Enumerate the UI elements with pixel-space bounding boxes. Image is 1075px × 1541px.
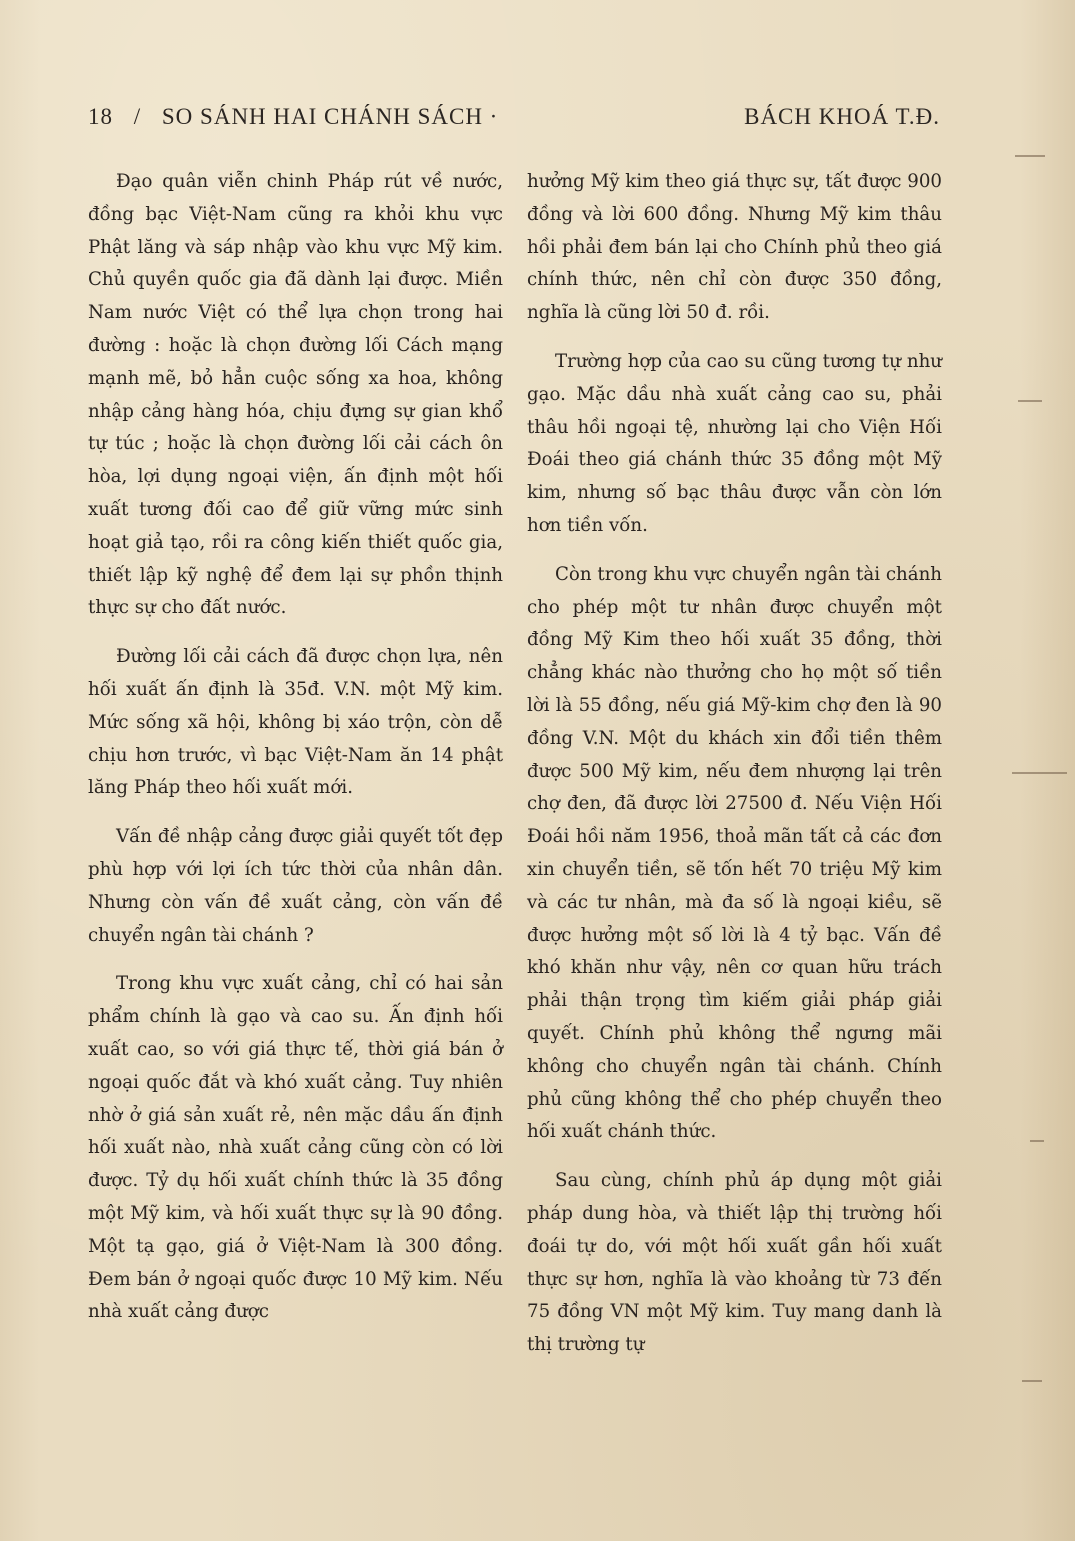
page-number: 18 (88, 104, 113, 129)
margin-mark (1015, 155, 1045, 157)
paragraph: Sau cùng, chính phủ áp dụng một giải pháp dung hòa, và thiết lập thị trường hối đoái tự do, với một hối xuất gần hối xuất thực sự hơn, nghĩa là vào khoảng từ 73 đến 75 đồng VN một Mỹ kim. Tuy mang danh là thị trường tự (527, 1170, 942, 1356)
margin-mark (1030, 1140, 1044, 1142)
paragraph: Đường lối cải cách đã được chọn lựa, nên hối xuất ấn định là 35đ. V.N. một Mỹ kim. Mức sống xã hội, không bị xáo trộn, còn dễ chịu hơn trước, vì bạc Việt-Nam ăn 14 phật lăng Pháp theo hối xuất mới. (88, 646, 503, 799)
margin-mark (1012, 772, 1067, 774)
paragraph: Đạo quân viễn chinh Pháp rút về nước, đồng bạc Việt-Nam cũng ra khỏi khu vực Phật lăng và sáp nhập vào khu vực Mỹ kim. Chủ quyền quốc gia đã dành lại được. Miền Nam nước Việt có thể lựa chọn trong hai đường : hoặc là chọn đường lối Cách mạng mạnh mẽ, bỏ hẳn cuộc sống xa hoa, không nhập cảng hàng hóa, chịu đựng sự gian khổ tự túc ; hoặc là chọn đường lối cải cách ôn hòa, lợi dụng ngoại viện, ấn định một hối xuất tương đối cao để giữ vững mức sinh hoạt giả tạo, rồi ra công kiến thiết quốc gia, thiết lập kỹ nghệ để đem lại sự phồn thịnh thực sự cho đất nước. (88, 171, 503, 619)
section-title: SO SÁNH HAI CHÁNH SÁCH · (161, 104, 499, 129)
running-header (88, 104, 940, 138)
right-column (527, 166, 942, 1378)
publication-name: BÁCH KHOÁ T.Đ. (744, 104, 940, 129)
margin-mark (1022, 1380, 1042, 1382)
paragraph: Vấn đề nhập cảng được giải quyết tốt đẹp phù hợp với lợi ích tức thời của nhân dân. Nhưng còn vấn đề xuất cảng, còn vấn đề chuyển ngân tài chánh ? (88, 826, 503, 946)
margin-mark (1018, 400, 1042, 402)
paragraph: Trường hợp của cao su cũng tương tự như gạo. Mặc dầu nhà xuất cảng cao su, phải thâu hồi ngoại tệ, nhường lại cho Viện Hối Đoái theo giá chánh thức 35 đồng một Mỹ kim, nhưng số bạc thâu được vẫn còn lớn hơn tiền vốn. (527, 350, 942, 536)
paragraph-continued: hưởng Mỹ kim theo giá thực sự, tất được 900 đồng và lời 600 đồng. Nhưng Mỹ kim thâu hồi phải đem bán lại cho Chính phủ theo giá chính thức, nên chỉ còn được 350 đồng, nghĩa là cũng lời 50 đ. rồi. (527, 171, 942, 324)
paragraph: Trong khu vực xuất cảng, chỉ có hai sản phẩm chính là gạo và cao su. Ấn định hối xuất cao, so với giá thực tế, thời giá bán ở ngoại quốc đắt và khó xuất cảng. Tuy nhiên nhờ ở giá sản xuất rẻ, nên mặc dầu ấn định hối xuất nào, nhà xuất cảng cũng còn có lời được. Tỷ dụ hối xuất chính thức là 35 đồng một Mỹ kim, và hối xuất thực sự là 90 đồng. Một tạ gạo, giá ở Việt-Nam là 300 đồng. Đem bán ở ngoại quốc được 10 Mỹ kim. Nếu nhà xuất cảng được (88, 973, 503, 1323)
left-column (88, 166, 503, 1345)
header-left (88, 104, 512, 130)
paragraph: Còn trong khu vực chuyển ngân tài chánh cho phép một tư nhân được chuyển một đồng Mỹ Kim theo hối xuất 35 đồng, thời chẳng khác nào thưởng cho họ một số tiền lời là 55 đồng, nếu giá Mỹ-kim chợ đen là 90 đồng V.N. Một du khách xin đổi tiền thêm được 500 Mỹ kim, nếu đem nhượng lại trên chợ đen, đã được lời 27500 đ. Nếu Viện Hối Đoái hồi năm 1956, thoả mãn tất cả các đơn xin chuyển tiền, sẽ tốn hết 70 triệu Mỹ kim và các tư nhân, mà đa số là ngoại kiều, sẽ được hưởng một số lời là 4 tỷ bạc. Vấn đề khó khăn như vậy, nên cơ quan hữu trách phải thận trọng tìm kiếm giải pháp giải quyết. Chính phủ không thể ngưng mãi không cho chuyển ngân tài chánh. Chính phủ cũng không thể cho phép chuyển theo hối xuất chánh thức. (527, 563, 942, 1143)
header-separator: / (133, 104, 142, 129)
